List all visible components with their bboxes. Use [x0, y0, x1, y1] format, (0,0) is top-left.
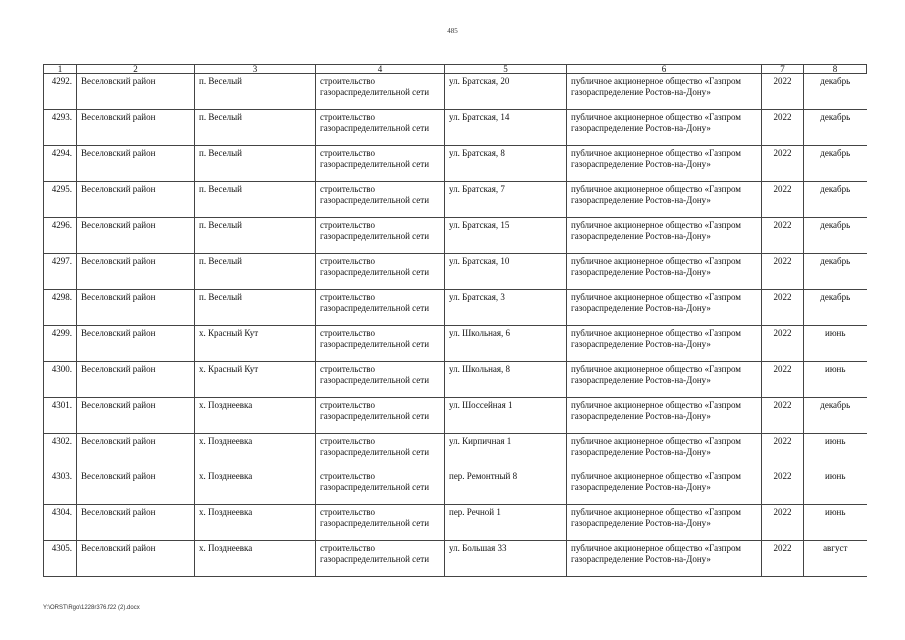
year-cell: 2022	[762, 146, 804, 182]
header-cell: 3	[195, 65, 316, 74]
address-cell: ул. Братская, 15	[445, 218, 567, 254]
month-cell: декабрь	[804, 290, 867, 326]
table-row	[44, 290, 867, 326]
row-number-cell: 4292.	[44, 74, 77, 110]
footer-file-path: Y:\ORST\Rgo\1228r376.f22 (2).docx	[43, 605, 140, 611]
district-cell: Веселовский район	[77, 362, 195, 398]
header-cell: 8	[804, 65, 867, 74]
district-cell: Веселовский район	[77, 326, 195, 362]
work-type-cell: строительство газораспределительной сети	[316, 398, 445, 434]
district-cell: Веселовский район	[77, 505, 195, 541]
year-cell: 2022	[762, 218, 804, 254]
address-cell: ул. Братская, 20	[445, 74, 567, 110]
settlement-cell: х. Позднеевка	[195, 398, 316, 434]
row-number-cell: 4299.	[44, 326, 77, 362]
work-type-cell: строительство газораспределительной сети	[316, 326, 445, 362]
year-cell: 2022	[762, 74, 804, 110]
organization-cell: публичное акционерное общество «Газпром газораспределение Ростов-на-Дону»	[567, 182, 762, 218]
month-cell: декабрь	[804, 398, 867, 434]
row-number-cell: 4301.	[44, 398, 77, 434]
month-cell: август	[804, 541, 867, 577]
work-type-cell: строительство газораспределительной сети	[316, 290, 445, 326]
organization-cell: публичное акционерное общество «Газпром газораспределение Ростов-на-Дону»	[567, 74, 762, 110]
row-number-cell: 4298.	[44, 290, 77, 326]
organization-cell: публичное акционерное общество «Газпром газораспределение Ростов-на-Дону»	[567, 110, 762, 146]
row-number-cell: 4302.	[44, 434, 77, 470]
address-cell: пер. Ремонтный 8	[445, 469, 567, 505]
work-type-cell: строительство газораспределительной сети	[316, 434, 445, 470]
month-cell: июнь	[804, 505, 867, 541]
work-type-cell: строительство газораспределительной сети	[316, 110, 445, 146]
month-cell: декабрь	[804, 146, 867, 182]
table-row	[44, 505, 867, 541]
settlement-cell: п. Веселый	[195, 218, 316, 254]
table-row	[44, 362, 867, 398]
row-number-cell: 4293.	[44, 110, 77, 146]
row-number-cell: 4305.	[44, 541, 77, 577]
month-cell: декабрь	[804, 254, 867, 290]
table-row	[44, 326, 867, 362]
settlement-cell: п. Веселый	[195, 74, 316, 110]
district-cell: Веселовский район	[77, 254, 195, 290]
organization-cell: публичное акционерное общество «Газпром газораспределение Ростов-на-Дону»	[567, 326, 762, 362]
work-type-cell: строительство газораспределительной сети	[316, 362, 445, 398]
settlement-cell: х. Красный Кут	[195, 326, 316, 362]
district-cell: Веселовский район	[77, 541, 195, 577]
year-cell: 2022	[762, 398, 804, 434]
settlement-cell: п. Веселый	[195, 146, 316, 182]
work-type-cell: строительство газораспределительной сети	[316, 254, 445, 290]
year-cell: 2022	[762, 362, 804, 398]
district-cell: Веселовский район	[77, 434, 195, 470]
month-cell: декабрь	[804, 182, 867, 218]
organization-cell: публичное акционерное общество «Газпром газораспределение Ростов-на-Дону»	[567, 218, 762, 254]
document-table	[43, 64, 867, 577]
address-cell: ул. Кирпичная 1	[445, 434, 567, 470]
organization-cell: публичное акционерное общество «Газпром газораспределение Ростов-на-Дону»	[567, 541, 762, 577]
month-cell: декабрь	[804, 74, 867, 110]
address-cell: ул. Шоссейная 1	[445, 398, 567, 434]
row-number-cell: 4297.	[44, 254, 77, 290]
table-row	[44, 434, 867, 470]
table-row	[44, 182, 867, 218]
organization-cell: публичное акционерное общество «Газпром газораспределение Ростов-на-Дону»	[567, 505, 762, 541]
organization-cell: публичное акционерное общество «Газпром газораспределение Ростов-на-Дону»	[567, 398, 762, 434]
settlement-cell: х. Позднеевка	[195, 505, 316, 541]
district-cell: Веселовский район	[77, 182, 195, 218]
header-cell: 4	[316, 65, 445, 74]
header-cell: 5	[445, 65, 567, 74]
work-type-cell: строительство газораспределительной сети	[316, 146, 445, 182]
settlement-cell: х. Позднеевка	[195, 541, 316, 577]
settlement-cell: п. Веселый	[195, 290, 316, 326]
work-type-cell: строительство газораспределительной сети	[316, 74, 445, 110]
settlement-cell: п. Веселый	[195, 110, 316, 146]
header-cell: 1	[44, 65, 77, 74]
header-cell: 2	[77, 65, 195, 74]
year-cell: 2022	[762, 505, 804, 541]
year-cell: 2022	[762, 290, 804, 326]
district-cell: Веселовский район	[77, 398, 195, 434]
row-number-cell: 4304.	[44, 505, 77, 541]
table-row	[44, 398, 867, 434]
organization-cell: публичное акционерное общество «Газпром газораспределение Ростов-на-Дону»	[567, 290, 762, 326]
row-number-cell: 4295.	[44, 182, 77, 218]
month-cell: декабрь	[804, 110, 867, 146]
month-cell: июнь	[804, 434, 867, 470]
settlement-cell: п. Веселый	[195, 254, 316, 290]
table-row	[44, 541, 867, 577]
address-cell: пер. Речной 1	[445, 505, 567, 541]
settlement-cell: х. Позднеевка	[195, 469, 316, 505]
organization-cell: публичное акционерное общество «Газпром газораспределение Ростов-на-Дону»	[567, 362, 762, 398]
year-cell: 2022	[762, 254, 804, 290]
organization-cell: публичное акционерное общество «Газпром газораспределение Ростов-на-Дону»	[567, 146, 762, 182]
organization-cell: публичное акционерное общество «Газпром газораспределение Ростов-на-Дону»	[567, 254, 762, 290]
work-type-cell: строительство газораспределительной сети	[316, 505, 445, 541]
year-cell: 2022	[762, 541, 804, 577]
district-cell: Веселовский район	[77, 74, 195, 110]
district-cell: Веселовский район	[77, 146, 195, 182]
page-number: 485	[447, 27, 458, 35]
address-cell: ул. Братская, 10	[445, 254, 567, 290]
month-cell: июнь	[804, 469, 867, 505]
row-number-cell: 4300.	[44, 362, 77, 398]
table-header-row	[44, 65, 867, 74]
year-cell: 2022	[762, 182, 804, 218]
year-cell: 2022	[762, 434, 804, 470]
row-number-cell: 4296.	[44, 218, 77, 254]
table-row	[44, 74, 867, 110]
table-row	[44, 110, 867, 146]
month-cell: декабрь	[804, 218, 867, 254]
organization-cell: публичное акционерное общество «Газпром газораспределение Ростов-на-Дону»	[567, 469, 762, 505]
work-type-cell: строительство газораспределительной сети	[316, 218, 445, 254]
settlement-cell: х. Красный Кут	[195, 362, 316, 398]
row-number-cell: 4294.	[44, 146, 77, 182]
table-row	[44, 218, 867, 254]
work-type-cell: строительство газораспределительной сети	[316, 182, 445, 218]
header-cell: 6	[567, 65, 762, 74]
row-number-cell: 4303.	[44, 469, 77, 505]
address-cell: ул. Школьная, 6	[445, 326, 567, 362]
table-row	[44, 254, 867, 290]
district-cell: Веселовский район	[77, 110, 195, 146]
organization-cell: публичное акционерное общество «Газпром газораспределение Ростов-на-Дону»	[567, 434, 762, 470]
year-cell: 2022	[762, 469, 804, 505]
address-cell: ул. Братская, 7	[445, 182, 567, 218]
settlement-cell: х. Позднеевка	[195, 434, 316, 470]
address-cell: ул. Школьная, 8	[445, 362, 567, 398]
district-cell: Веселовский район	[77, 469, 195, 505]
settlement-cell: п. Веселый	[195, 182, 316, 218]
table-row	[44, 146, 867, 182]
month-cell: июнь	[804, 326, 867, 362]
work-type-cell: строительство газораспределительной сети	[316, 469, 445, 505]
address-cell: ул. Братская, 3	[445, 290, 567, 326]
work-type-cell: строительство газораспределительной сети	[316, 541, 445, 577]
address-cell: ул. Братская, 14	[445, 110, 567, 146]
year-cell: 2022	[762, 326, 804, 362]
year-cell: 2022	[762, 110, 804, 146]
month-cell: июнь	[804, 362, 867, 398]
district-cell: Веселовский район	[77, 218, 195, 254]
district-cell: Веселовский район	[77, 290, 195, 326]
address-cell: ул. Большая 33	[445, 541, 567, 577]
table-row	[44, 469, 867, 505]
address-cell: ул. Братская, 8	[445, 146, 567, 182]
header-cell: 7	[762, 65, 804, 74]
